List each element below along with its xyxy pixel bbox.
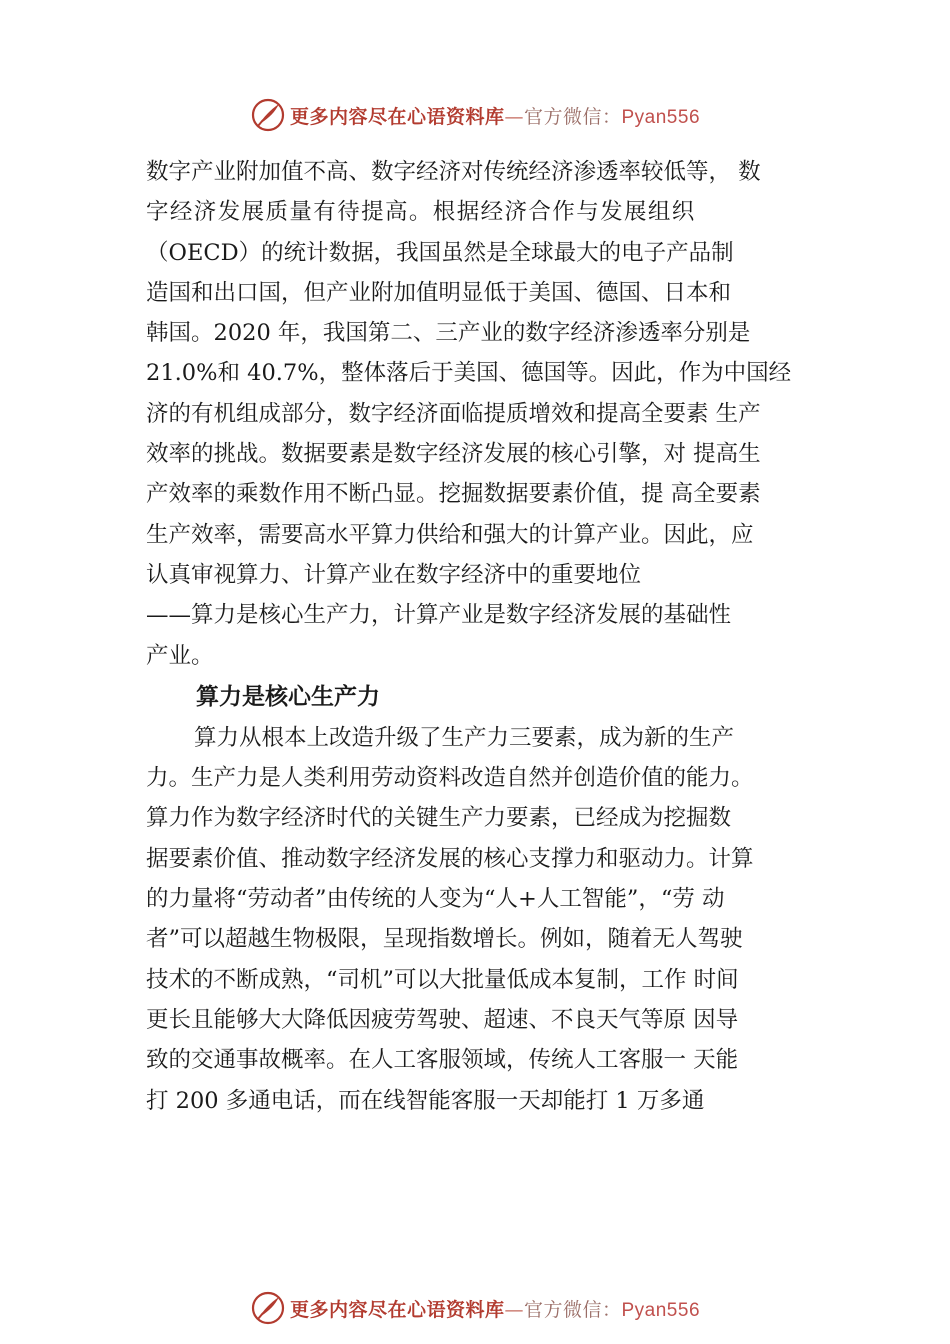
para2-line: 算力从根本上改造升级了生产力三要素，成为新的生产 <box>194 724 735 751</box>
watermark-label: 官方微信： <box>523 1298 622 1321</box>
watermark-wechat-id: Pyan556 <box>621 106 701 128</box>
para1-line: ——算力是核心生产力，计算产业是数字经济发展的基础性 <box>146 602 732 629</box>
header-watermark-banner <box>0 95 950 135</box>
quill-logo-icon <box>250 97 286 133</box>
section-heading: 算力是核心生产力 <box>196 683 380 710</box>
watermark-text <box>290 102 700 129</box>
para1-line: 21.0%和 40.7%，整体落后于美国、德国等。因此，作为中国经 <box>146 360 792 387</box>
para2-line: 技术的不断成熟，“司机”可以大批量低成本复制，工作 时间 <box>146 966 739 993</box>
para1-line: 认真审视算力、计算产业在数字经济中的重要地位 <box>146 561 642 588</box>
para1-line: 产业。 <box>146 642 214 669</box>
para1-line: 造国和出口国，但产业附加值明显低于美国、德国、日本和 <box>146 279 732 306</box>
para2-line: 更长且能够大大降低因疲劳驾驶、超速、不良天气等原 因导 <box>146 1006 739 1033</box>
watermark-main: 更多内容尽在心语资料库 <box>289 105 505 128</box>
watermark-text <box>290 1295 700 1322</box>
document-body <box>146 152 830 1121</box>
para1-line: 产效率的乘数作用不断凸显。挖掘数据要素价值，提 高全要素 <box>146 481 761 508</box>
para1-line: （OECD）的统计数据，我国虽然是全球最大的电子产品制 <box>146 239 734 266</box>
para2-line: 者”可以超越生物极限，呈现指数增长。例如，随着无人驾驶 <box>146 926 743 953</box>
para1-line: 字经济发展质量有待提高。根据经济合作与发展组织 <box>146 199 696 226</box>
para2-line: 致的交通事故概率。在人工客服领域，传统人工客服一 天能 <box>146 1047 739 1074</box>
para1-line: 数字产业附加值不高、数字经济对传统经济渗透率较低等， 数 <box>146 159 761 185</box>
watermark-separator: — <box>504 1298 524 1321</box>
para2-line: 打 200 多通电话，而在线智能客服一天却能打 1 万多通 <box>146 1087 705 1114</box>
para1-line: 生产效率，需要高水平算力供给和强大的计算产业。因此，应 <box>146 521 754 548</box>
watermark-label: 官方微信： <box>523 105 622 128</box>
para1-line: 韩国。2020 年，我国第二、三产业的数字经济渗透率分别是 <box>146 320 751 347</box>
watermark-main: 更多内容尽在心语资料库 <box>289 1298 505 1321</box>
footer-watermark-banner <box>0 1288 950 1328</box>
watermark-separator: — <box>504 105 524 128</box>
para1-line: 济的有机组成部分，数字经济面临提质增效和提高全要素 生产 <box>146 400 761 427</box>
para2-line: 的力量将“劳动者”由传统的人变为“人+人工智能”，“劳 动 <box>146 886 725 913</box>
quill-logo-icon <box>250 1290 286 1326</box>
para2-line: 据要素价值、推动数字经济发展的核心支撑力和驱动力。计算 <box>146 845 754 872</box>
para1-line: 效率的挑战。数据要素是数字经济发展的核心引擎，对 提高生 <box>146 441 761 468</box>
para2-line: 力。生产力是人类利用劳动资料改造自然并创造价值的能力。 <box>146 765 754 792</box>
watermark-wechat-id: Pyan556 <box>621 1299 701 1321</box>
para2-line: 算力作为数字经济时代的关键生产力要素，已经成为挖掘数 <box>146 805 732 832</box>
